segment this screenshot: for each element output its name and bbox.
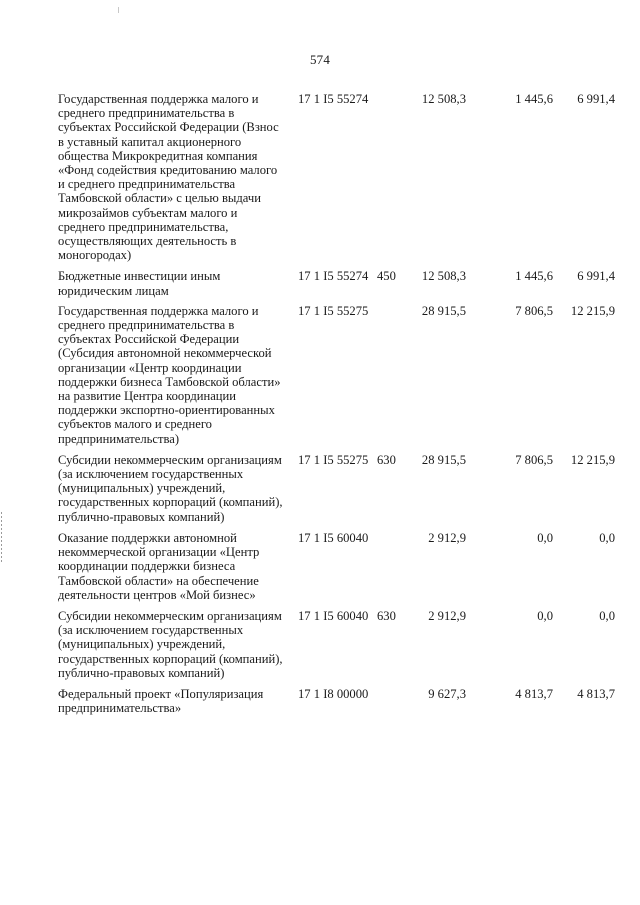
row-description: Федеральный проект «Популяризация предпринимательства» — [58, 686, 264, 716]
row-amount-3: 0,0 — [599, 530, 615, 545]
budget-table — [0, 92, 640, 715]
row-amount-2: 7 806,5 — [515, 452, 553, 467]
row-amount-2: 7 806,5 — [515, 303, 553, 318]
row-code: 17 1 I8 00000 — [298, 686, 369, 701]
table-row — [0, 269, 640, 297]
table-row — [0, 304, 640, 446]
row-amount-2: 4 813,7 — [515, 686, 553, 701]
row-amount-3: 6 991,4 — [577, 269, 615, 284]
row-amount-1: 2 912,9 — [428, 530, 466, 545]
row-code: 17 1 I5 55275 — [298, 452, 369, 467]
row-description: Оказание поддержки автономной некоммерческой организации «Центр координации поддержки бизнеса Тамбовской области» на обеспечение деятельности центров «Мой бизнес» — [58, 530, 260, 602]
table-row — [0, 531, 640, 602]
row-code: 17 1 I5 55274 — [298, 92, 369, 106]
row-code: 17 1 I5 55274 — [298, 269, 369, 284]
row-amount-1: 12 508,3 — [421, 92, 466, 106]
row-description: Субсидии некоммерческим организациям (за исключением государственных (муниципальных) учреждений, государственных корпораций (компаний), публично-правовых компаний) — [58, 452, 283, 524]
row-code: 17 1 I5 60040 — [298, 530, 369, 545]
table-row — [0, 453, 640, 524]
row-amount-1: 28 915,5 — [421, 452, 466, 467]
row-amount-3: 12 215,9 — [570, 303, 615, 318]
row-amount-3: 0,0 — [599, 608, 615, 623]
row-expense-type: 450 — [377, 269, 396, 284]
table-row — [0, 92, 640, 262]
row-description: Государственная поддержка малого и среднего предпринимательства в субъектах Российской Федерации (Субсидия автономной некоммерческой организации «Центр координации поддержки бизнеса Тамбовской области» на развитие Центра координации поддержки экспортно-ориентированных субъектов малого и среднего предпринимательства) — [58, 303, 281, 446]
row-description: Бюджетные инвестиции иным юридическим лицам — [58, 269, 221, 298]
row-amount-2: 1 445,6 — [515, 92, 553, 106]
row-amount-2: 0,0 — [537, 608, 553, 623]
scan-artifact-top — [118, 7, 119, 13]
row-amount-1: 28 915,5 — [421, 303, 466, 318]
row-amount-2: 1 445,6 — [515, 269, 553, 284]
table-row — [0, 609, 640, 680]
row-amount-2: 0,0 — [537, 530, 553, 545]
page-number: 574 — [309, 52, 331, 67]
row-amount-3: 12 215,9 — [570, 452, 615, 467]
row-code: 17 1 I5 60040 — [298, 608, 369, 623]
table-row — [0, 687, 640, 715]
row-amount-1: 2 912,9 — [428, 608, 466, 623]
row-amount-3: 4 813,7 — [577, 686, 615, 701]
row-description: Субсидии некоммерческим организациям (за исключением государственных (муниципальных) учреждений, государственных корпораций (компаний), публично-правовых компаний) — [58, 608, 283, 680]
row-amount-3: 6 991,4 — [577, 92, 615, 106]
row-amount-1: 12 508,3 — [421, 269, 466, 284]
row-description: Государственная поддержка малого и среднего предпринимательства в субъектах Российской Федерации (Взнос в уставный капитал акционерного общества Микрокредитная компания «Фонд содействия кредитованию малого и среднего предпринимательства Тамбовской области» с целью выдачи микрозаймов субъектам малого и среднего предпринимательства, осуществляющих деятельность в моногородах) — [58, 92, 279, 263]
row-amount-1: 9 627,3 — [428, 686, 466, 701]
row-expense-type: 630 — [377, 608, 396, 623]
row-expense-type: 630 — [377, 452, 396, 467]
row-code: 17 1 I5 55275 — [298, 303, 369, 318]
